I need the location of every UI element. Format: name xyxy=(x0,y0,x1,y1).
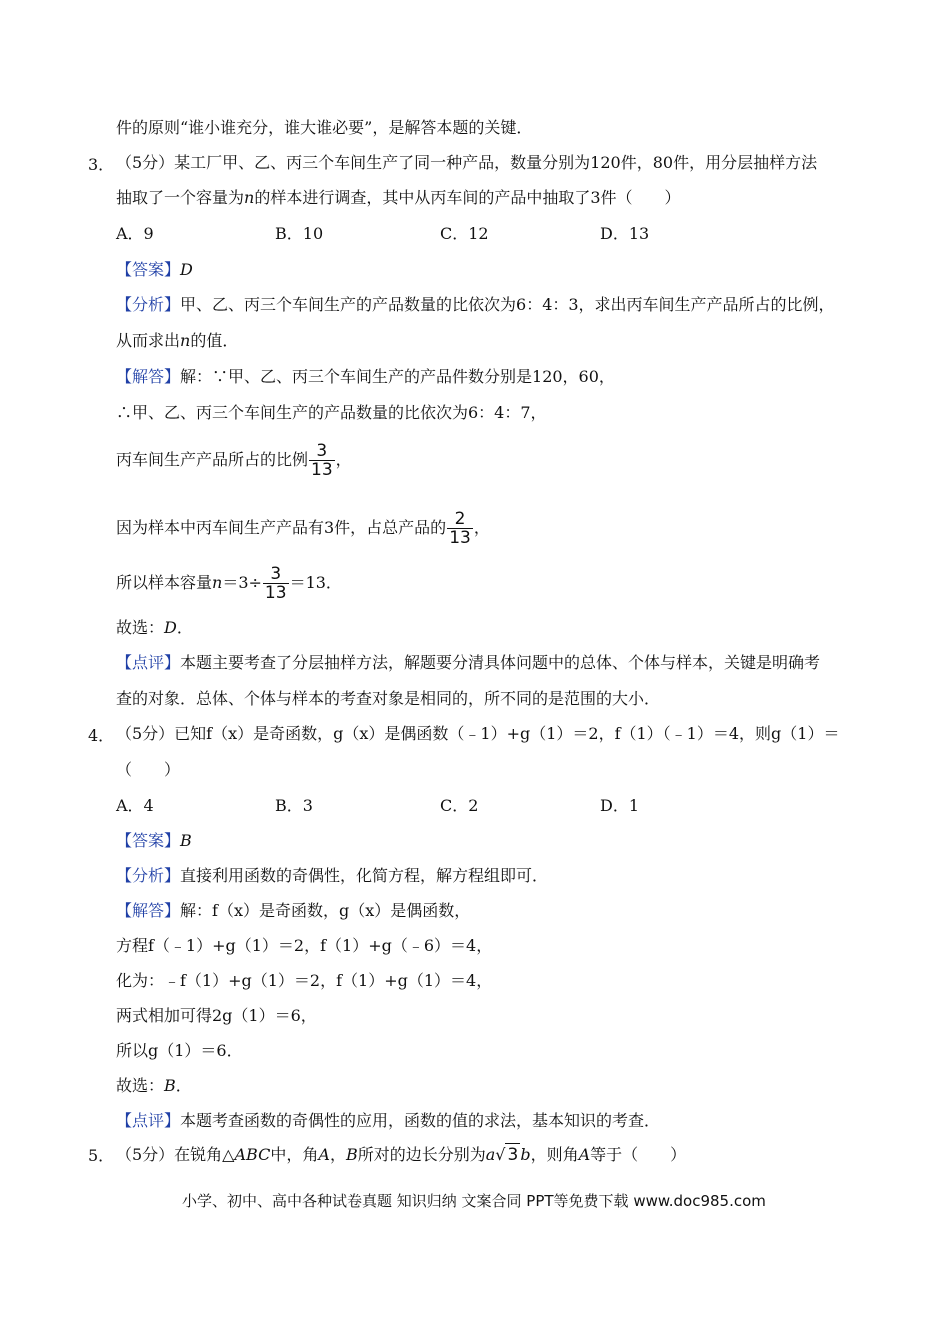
question-3-answer: 【答案】D xyxy=(116,260,193,279)
question-4-option-c[interactable]: C．2 xyxy=(440,796,479,815)
question-3-stem-line2: 抽取了一个容量为n的样本进行调查，其中从丙车间的产品中抽取了3件（ ） xyxy=(116,188,681,207)
question-3-stem-line1: （5分）某工厂甲、乙、丙三个车间生产了同一种产品，数量分别为120件，80件，用分层抽样方法 xyxy=(116,153,818,172)
question-4-solution-line1: 【解答】解：f（x）是奇函数，g（x）是偶函数， xyxy=(116,901,471,920)
question-3-comment-line1: 【点评】本题主要考查了分层抽样方法，解题要分清具体问题中的总体、个体与样本，关键是明确考 xyxy=(116,653,821,672)
question-5-number: 5． xyxy=(88,1146,115,1165)
page-footer: 小学、初中、高中各种试卷真题 知识归纳 文案合同 PPT等免费下载 www.doc985.com xyxy=(182,1192,766,1210)
question-4-stem-line1: （5分）已知f（x）是奇函数，g（x）是偶函数（﹣1）+g（1）＝2，f（1）（﹣1）＝4，则g（1）＝ xyxy=(116,724,840,743)
question-4-solution-line5: 所以g（1）＝6． xyxy=(116,1041,243,1060)
sqrt-3: √ 3 xyxy=(495,1145,519,1165)
question-3-number: 3． xyxy=(88,155,115,174)
question-3-solution-line4: 因为样本中丙车间生产产品有3件，占总产品的 $\frac{2}{13}$ ， xyxy=(116,509,490,548)
question-4-option-b[interactable]: B．3 xyxy=(275,796,313,815)
intro-text: 件的原则“谁小谁充分，谁大谁必要”，是解答本题的关键． xyxy=(116,118,533,137)
question-3-comment-line2: 查的对象．总体、个体与样本的考查对象是相同的，所不同的是范围的大小． xyxy=(116,689,661,708)
question-4-solution-line2: 方程f（﹣1）+g（1）＝2，f（1）+g（﹣6）＝4， xyxy=(116,936,493,955)
question-4-comment: 【点评】本题考查函数的奇偶性的应用，函数的值的求法，基本知识的考查． xyxy=(116,1111,661,1130)
question-3-analysis-line1: 【分析】甲、乙、丙三个车间生产的产品数量的比依次为6：4：3，求出丙车间生产产品所占的比例， xyxy=(116,295,835,314)
question-4-choose: 故选：B． xyxy=(116,1076,192,1095)
question-3-option-c[interactable]: C．12 xyxy=(440,224,489,243)
question-4-analysis: 【分析】直接利用函数的奇偶性，化简方程，解方程组即可． xyxy=(116,866,549,885)
question-3-solution-line1: 【解答】解：∵甲、乙、丙三个车间生产的产品件数分别是120，60， xyxy=(116,367,615,386)
question-3-solution-line2: ∴甲、乙、丙三个车间生产的产品数量的比依次为6：4：7， xyxy=(116,403,547,422)
question-4-solution-line3: 化为：﹣f（1）+g（1）＝2，f（1）+g（1）＝4， xyxy=(116,971,493,990)
question-4-solution-line4: 两式相加可得2g（1）＝6， xyxy=(116,1006,317,1025)
fraction-3-13-b: $\frac{3}{13}$ xyxy=(264,564,287,603)
question-3-choose: 故选：D． xyxy=(116,618,193,637)
fraction-2-13: $\frac{2}{13}$ xyxy=(449,509,471,548)
question-3-analysis-line2: 从而求出n的值． xyxy=(116,331,239,350)
question-3-option-a[interactable]: A．9 xyxy=(116,224,154,243)
question-4-option-d[interactable]: D．1 xyxy=(600,796,640,815)
question-5-stem: （5分）在锐角△ABC中，角A，B所对的边长分别为a√ 3 b，则角A等于（ ） xyxy=(116,1145,687,1165)
question-3-option-b[interactable]: B．10 xyxy=(275,224,324,243)
question-4-answer: 【答案】B xyxy=(116,831,192,850)
question-3-solution-line3: 丙车间生产产品所占的比例 $\frac{3}{13}$ ， xyxy=(116,441,352,480)
fraction-3-13: $\frac{3}{13}$ xyxy=(311,441,333,480)
question-4-number: 4． xyxy=(88,726,115,745)
question-4-stem-line2: （ ） xyxy=(116,760,181,779)
question-4-option-a[interactable]: A．4 xyxy=(116,796,154,815)
question-3-solution-line5: 所以样本容量n＝3÷ $\frac{3}{13}$ ＝13． xyxy=(116,564,342,603)
question-3-option-d[interactable]: D．13 xyxy=(600,224,650,243)
